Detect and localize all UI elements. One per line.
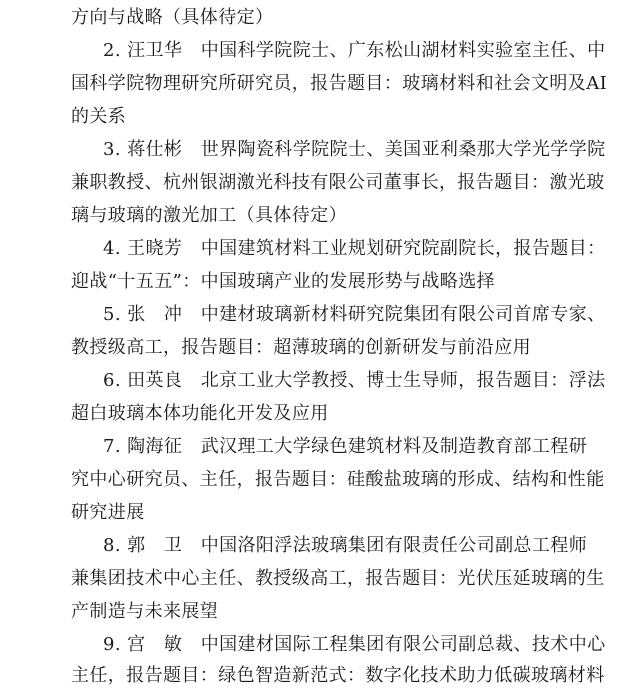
text-line: 究中心研究员、主任，报告题目：硅酸盐玻璃的形成、结构和性能: [71, 469, 605, 490]
text-line: 璃与玻璃的激光加工（具体待定）: [71, 205, 347, 226]
text-line: 9. 宫 敏 中国建材国际工程集团有限公司副总裁、技术中心: [103, 634, 606, 655]
text-line: 主任，报告题目：绿色智造新范式：数字化技术助力低碳玻璃材料: [71, 665, 605, 686]
text-line: 的关系: [71, 106, 127, 127]
text-line: 超白玻璃本体功能化开发及应用: [71, 403, 329, 424]
text-line: 3. 蒋仕彬 世界陶瓷科学院院士、美国亚利桑那大学光学学院: [103, 139, 606, 160]
text-line: 国科学院物理研究所研究员，报告题目：玻璃材料和社会文明及AI: [71, 73, 608, 94]
text-line: 兼职教授、杭州银湖激光科技有限公司董事长，报告题目：激光玻: [71, 172, 605, 193]
text-line: 2. 汪卫华 中国科学院院士、广东松山湖材料实验室主任、中: [103, 40, 606, 61]
text-line: 研究进展: [71, 502, 145, 523]
text-line: 教授级高工，报告题目：超薄玻璃的创新研发与前沿应用: [71, 337, 531, 358]
text-line: 8. 郭 卫 中国洛阳浮法玻璃集团有限责任公司副总工程师: [103, 535, 588, 556]
text-line: 5. 张 冲 中建材玻璃新材料研究院集团有限公司首席专家、: [103, 304, 606, 325]
text-line: 产制造与未来展望: [71, 601, 219, 622]
text-line: 6. 田英良 北京工业大学教授、博士生导师，报告题目：浮法: [103, 370, 606, 391]
text-line: 7. 陶海征 武汉理工大学绿色建筑材料及制造教育部工程研: [103, 436, 588, 457]
text-line: 方向与战略（具体待定）: [71, 7, 274, 28]
text-line: 迎战“十五五”：中国玻璃产业的发展形势与战略选择: [71, 271, 496, 292]
text-line: 兼集团技术中心主任、教授级高工，报告题目：光伏压延玻璃的生: [71, 568, 605, 589]
text-line: 4. 王晓芳 中国建筑材料工业规划研究院副院长，报告题目：: [103, 238, 606, 259]
